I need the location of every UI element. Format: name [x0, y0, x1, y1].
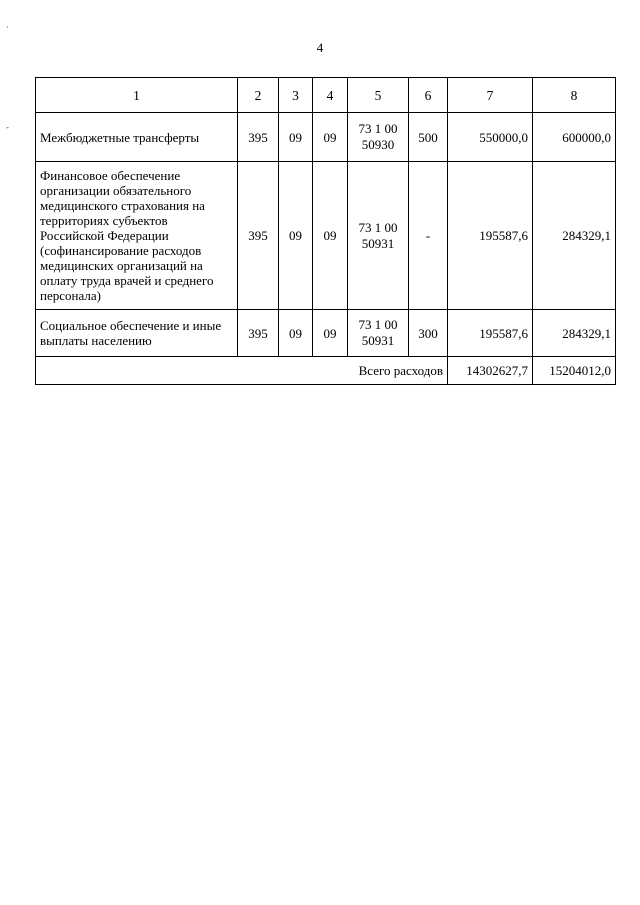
table-row: [36, 162, 616, 310]
target-article-line: 73 1 00: [358, 317, 398, 332]
total-row: [36, 357, 616, 385]
total-amount-year2: 15204012,0: [533, 357, 616, 385]
table-row: [36, 310, 616, 357]
row-name: Финансовое обеспечение организации обязательного медицинского страхования на территориях субъектов Российской Федерации (софинансирование расходов медицинских организаций на оплату труда врачей и среднего персонала): [36, 162, 238, 310]
cell-section: 09: [279, 310, 313, 357]
row-name: Межбюджетные трансферты: [36, 113, 238, 162]
cell-target-article: [348, 162, 409, 310]
cell-target-article: [348, 113, 409, 162]
column-header: 2: [238, 78, 279, 113]
total-label: Всего расходов: [36, 357, 448, 385]
margin-mark: ·: [6, 22, 9, 32]
cell-amount-year2: 600000,0: [533, 113, 616, 162]
target-article-line: 73 1 00: [358, 121, 398, 136]
cell-expense-type: 300: [409, 310, 448, 357]
cell-subsection: 09: [313, 310, 348, 357]
cell-ministry: 395: [238, 310, 279, 357]
cell-section: 09: [279, 113, 313, 162]
cell-amount-year2: 284329,1: [533, 310, 616, 357]
cell-expense-type: 500: [409, 113, 448, 162]
target-article-line: 50931: [361, 235, 395, 251]
column-header: 5: [348, 78, 409, 113]
table-row: [36, 113, 616, 162]
cell-target-article: [348, 310, 409, 357]
target-article-line: 50930: [361, 137, 395, 152]
expenses-table: [35, 77, 616, 385]
cell-expense-type: -: [409, 162, 448, 310]
table-header-row: [36, 78, 616, 113]
column-header: 6: [409, 78, 448, 113]
column-header: 4: [313, 78, 348, 113]
cell-subsection: 09: [313, 162, 348, 310]
cell-ministry: 395: [238, 162, 279, 310]
column-header: 3: [279, 78, 313, 113]
target-article-line: 73 1 00: [358, 219, 398, 235]
column-header: 8: [533, 78, 616, 113]
total-amount-year1: 14302627,7: [448, 357, 533, 385]
cell-ministry: 395: [238, 113, 279, 162]
cell-section: 09: [279, 162, 313, 310]
cell-amount-year1: 550000,0: [448, 113, 533, 162]
margin-mark: -: [6, 122, 9, 132]
cell-subsection: 09: [313, 113, 348, 162]
row-name: Социальное обеспечение и иные выплаты населению: [36, 310, 238, 357]
cell-amount-year1: 195587,6: [448, 162, 533, 310]
page-number: 4: [316, 40, 324, 55]
cell-amount-year1: 195587,6: [448, 310, 533, 357]
target-article-line: 50931: [361, 333, 395, 348]
column-header: 1: [36, 78, 238, 113]
cell-amount-year2: 284329,1: [533, 162, 616, 310]
column-header: 7: [448, 78, 533, 113]
